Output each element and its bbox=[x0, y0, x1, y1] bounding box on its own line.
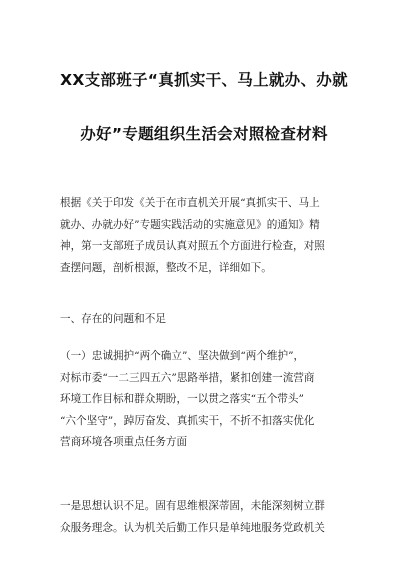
subsection-line: （一）忠诚拥护“两个确立”、坚决做到“两个维护”， bbox=[60, 350, 305, 362]
point-line: 一是思想认识不足。固有思维根深蒂固，未能深刻树立群 bbox=[60, 500, 325, 512]
document-title-line-1: XX支部班子“真抓实干、马上就办、办就 bbox=[60, 71, 348, 89]
subsection-line: 对标市委“一二三四五六”思路举措，紧扣创建一流营商 bbox=[60, 371, 315, 384]
section-heading bbox=[60, 309, 350, 331]
intro-paragraph bbox=[60, 193, 350, 279]
intro-line: 神，第一支部班子成员认真对照五个方面进行检查，对照 bbox=[60, 240, 325, 252]
subsection-line: “六个坚守”，踔厉奋发、真抓实干，不折不扣落实优化 bbox=[60, 414, 315, 427]
point-line: 众服务理念。认为机关后勤工作只是单纯地服务党政机关 bbox=[60, 521, 325, 534]
point-paragraph bbox=[60, 496, 350, 539]
intro-line: 就办、办就办好”专题实践活动的实施意见》的通知》精 bbox=[60, 218, 320, 231]
subsection-line: 营商环境各项重点任务方面 bbox=[60, 436, 188, 448]
subsection-paragraph bbox=[60, 346, 350, 454]
intro-line: 根据《关于印发《关于在市直机关开展“真抓实干、马上 bbox=[60, 197, 320, 209]
section-heading-text: 一、存在的问题和不足 bbox=[60, 313, 166, 325]
intro-line: 查摆问题，剖析根源，整改不足，详细如下。 bbox=[60, 261, 272, 274]
document-title-line-2: 办好”专题组织生活会对照检查材料 bbox=[80, 125, 328, 143]
subsection-line: 环境工作目标和群众期盼，一以贯之落实“五个带头” bbox=[60, 393, 304, 405]
